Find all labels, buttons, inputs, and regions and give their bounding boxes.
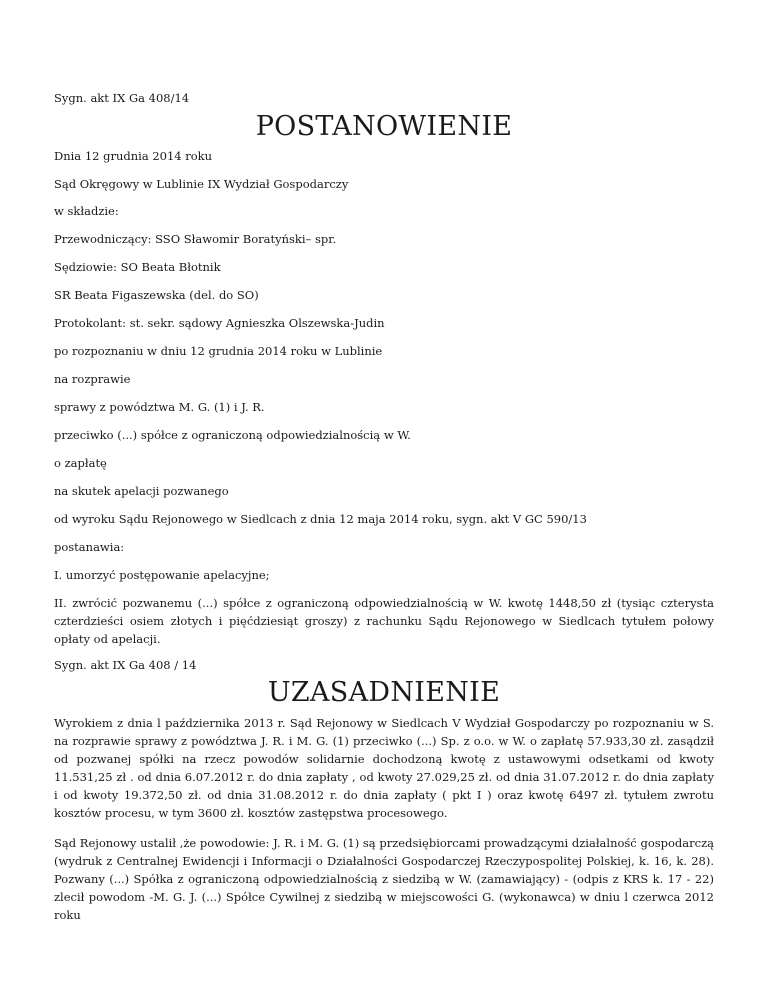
date-line: Dnia 12 grudnia 2014 roku: [54, 149, 213, 163]
decides-label: postanawia:: [54, 540, 125, 554]
second-judge: SR Beata Figaszewska (del. do SO): [54, 288, 259, 302]
heard-on-line: po rozpoznaniu w dniu 12 grudnia 2014 roku w Lublinie: [54, 344, 383, 358]
justification-title: UZASADNIENIE: [267, 677, 501, 708]
case-reference-second: Sygn. akt IX Ga 408 / 14: [54, 658, 197, 672]
decision-point-1: I. umorzyć postępowanie apelacyjne;: [54, 568, 270, 582]
judges-line: Sędziowie: SO Beata Błotnik: [54, 260, 221, 274]
case-reference: Sygn. akt IX Ga 408/14: [54, 91, 190, 105]
judgment-reference: od wyroku Sądu Rejonowego w Siedlcach z dnia 12 maja 2014 roku, sygn. akt V GC 590/13: [54, 512, 587, 526]
justification-paragraph-2: Sąd Rejonowy ustalił ,że powodowie: J. R. i M. G. (1) są przedsiębiorcami prowadzącymi działalność gospodarczą (wydruk z Centralnej Ewidencji i Informacji o Działalności Gospodarczej Rzeczypospolitej Polskiej, k. 16, k. 28). Pozwany (...) Spółka z ograniczoną odpowiedzialnością z siedzibą w W. (zamawiający) - (odpis z KRS k. 17 - 22) zlecił powodom -M. G. J. (...) Spółce Cywilnej z siedzibą w miejscowości G. (wykonawca) w dniu l czerwca 2012 roku: [54, 836, 714, 922]
composition-label: w składzie:: [54, 204, 119, 218]
claim-line: sprawy z powództwa M. G. (1) i J. R.: [54, 400, 265, 414]
presiding-judge: Przewodniczący: SSO Sławomir Boratyński– spr.: [54, 232, 337, 246]
clerk-line: Protokolant: st. sekr. sądowy Agnieszka Olszewska-Judin: [54, 316, 385, 330]
against-line: przeciwko (...) spółce z ograniczoną odpowiedzialnością w W.: [54, 428, 411, 442]
decision-point-2: II. zwrócić pozwanemu (...) spółce z ograniczoną odpowiedzialnością w W. kwotę 1448,50 zł (tysiąc czterysta czterdzieści osiem złotych i pięćdziesiąt groszy) z rachunku Sądu Rejonowego w Siedlcach tytułem połowy opłaty od apelacji.: [54, 596, 714, 646]
appeal-line: na skutek apelacji pozwanego: [54, 484, 229, 498]
decision-title: POSTANOWIENIE: [255, 111, 513, 142]
hearing-line: na rozprawie: [54, 372, 131, 386]
subject-line: o zapłatę: [54, 456, 107, 470]
court-name: Sąd Okręgowy w Lublinie IX Wydział Gospodarczy: [54, 177, 349, 191]
justification-paragraph-1: Wyrokiem z dnia l października 2013 r. Sąd Rejonowy w Siedlcach V Wydział Gospodarczy po rozpoznaniu w S. na rozprawie sprawy z powództwa J. R. i M. G. (1) przeciwko (...) Sp. z o.o. w W. o zapłatę 57.933,30 zł. zasądził od pozwanej spółki na rzecz powodów solidarnie dochodzoną kwotę z ustawowymi odsetkami od kwoty 11.531,25 zł . od dnia 6.07.2012 r. do dnia zapłaty , od kwoty 27.029,25 zł. od dnia 31.07.2012 r. do dnia zapłaty i od kwoty 19.372,50 zł. od dnia 31.08.2012 r. do dnia zapłaty ( pkt I ) oraz kwotę 6497 zł. tytułem zwrotu kosztów procesu, w tym 3600 zł. kosztów zastępstwa procesowego.: [54, 716, 714, 820]
